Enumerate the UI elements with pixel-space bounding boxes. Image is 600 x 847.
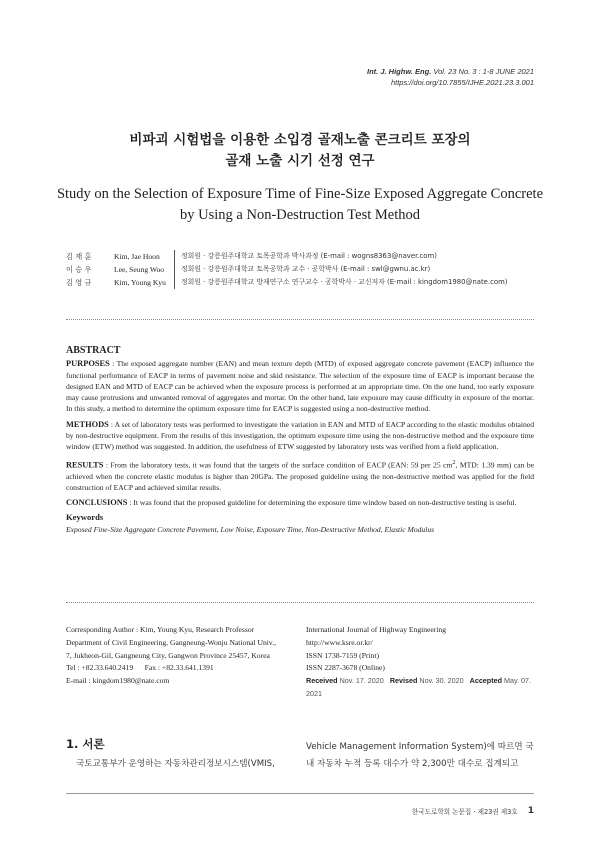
footer-rule — [66, 793, 534, 794]
revised-value: Nov. 30. 2020 — [419, 676, 464, 686]
english-title-line-2: by Using a Non-Destruction Test Method — [180, 207, 420, 223]
korean-title — [0, 130, 600, 172]
results-text-2: , MTD: 1.39 mm) can be achieved when the concrete elastic modulus is higher than 20GPa. The proposed guideline using the non-destructive method was applied for the field construction of EACP and achieved similar results. — [66, 460, 535, 492]
info-issn-print: ISSN 1738-7159 (Print) — [306, 650, 379, 660]
corr-line-4: Tel : +82.33.640.2419 Fax : +82.33.641.1391 — [66, 663, 214, 673]
abstract-results — [66, 457, 534, 493]
author-english-name: Lee, Seung Woo — [114, 265, 165, 274]
corr-line-2: Department of Civil Engineering, Gangneung-Wonju National Univ., — [66, 637, 276, 647]
methods-label: METHODS — [66, 419, 109, 429]
received-label: Received — [306, 676, 338, 686]
author-row — [66, 250, 508, 263]
author-korean-name: 이 승 우 — [66, 265, 92, 274]
author-affiliation: 정회원 · 강릉원주대학교 방재연구소 연구교수 · 공학박사 · 교신저자 (E-mail : kingdom1980@nate.com) — [181, 278, 508, 286]
separator-bottom — [66, 602, 534, 603]
info-dates — [306, 675, 536, 701]
journal-info-block — [306, 624, 536, 701]
results-superscript: 2 — [452, 458, 456, 466]
intro-right-line-2: 내 자동차 누적 등록 대수가 약 2,300만 대수로 집계되고 — [306, 759, 519, 769]
author-row — [66, 276, 508, 289]
info-url[interactable]: http://www.ksre.or.kr/ — [306, 637, 373, 647]
author-korean-name: 김 영 규 — [66, 278, 92, 287]
section-heading-introduction: 1. 서론 — [66, 737, 105, 751]
page-footer — [412, 806, 534, 816]
corr-line-5: E-mail : kingdom1980@nate.com — [66, 676, 170, 686]
conclusions-label: CONCLUSIONS — [66, 498, 128, 508]
corr-line-3: 7, Jukheon-Gil, Gangneung City, Gangwon Province 25457, Korea — [66, 650, 270, 660]
results-label: RESULTS — [66, 460, 104, 470]
author-english-name: Kim, Jae Hoon — [114, 252, 160, 261]
info-issn-online: ISSN 2287-3678 (Online) — [306, 663, 385, 673]
abstract-heading: ABSTRACT — [66, 345, 121, 356]
methods-text: : A set of laboratory tests was performed to investigate the variation in EAN and MTD of EACP according to the elastic modulus obtained by non-destructive equipment. From the results of this investigation, the optimum exposure time using the non-destructive method and the exposure time window (ETW) method was suggested. In addition, the usefulness of ETW suggested by laboratory tests was verified from a field application. — [66, 419, 534, 452]
page-number: 1 — [527, 806, 534, 816]
english-title-line-1: Study on the Selection of Exposure Time of Fine-Size Exposed Aggregate Concrete — [56, 186, 544, 202]
doi-link[interactable]: https://doi.org/10.7855/IJHE.2021.23.3.001 — [390, 78, 534, 87]
keywords-heading: Keywords — [66, 512, 104, 523]
author-divider — [174, 263, 175, 276]
separator-top — [66, 319, 534, 320]
purposes-text: : The exposed aggregate number (EAN) and mean texture depth (MTD) of exposed aggregate concrete pavement (EACP) influence the functional performance of EACP in terms of pavement noise and skid resistance. The selection of the exposure time of EACP is important because the designed EAN and MTD of EACP can be achieved when the exposure process is performed at an appropriate time. On the one hand, too early exposure may cause protrusions and unwanted removal of aggregates and mortar. On the other hand, late exposure may cause difficulty in exposure of the mortar. In this study, a method to determine the optimum exposure time for EACP is suggested using a non-destructive method. — [66, 359, 534, 414]
journal-name: Int. J. Highw. Eng. — [366, 67, 432, 76]
author-affiliation: 정회원 · 강릉원주대학교 토목공학과 교수 · 공학박사 (E-mail : swl@gwnu.ac.kr) — [181, 265, 431, 273]
results-text-1: : From the laboratory tests, it was found that the targets of the surface condition of EACP (EAN: 59 per 25 cm — [103, 460, 453, 470]
journal-citation: Vol. 23 No. 3 : 1-8 JUNE 2021 — [433, 67, 534, 76]
keywords-list: Exposed Fine-Size Aggregate Concrete Pavement, Low Noise, Exposure Time, Non-Destructive Method, Elastic Modulus — [66, 524, 435, 534]
abstract-conclusions — [66, 497, 534, 508]
author-korean-name: 김 재 훈 — [66, 252, 92, 261]
author-row — [66, 263, 508, 276]
info-line-1: International Journal of Highway Engineering — [306, 625, 447, 634]
conclusions-text: : It was found that the proposed guideline for determining the exposure time window based on non-destructive testing is useful. — [127, 498, 517, 508]
corr-line-1: Corresponding Author : Kim, Young Kyu, Research Professor — [66, 625, 255, 634]
abstract-purposes — [66, 358, 534, 414]
accepted-value: May. 07. 2021 — [306, 676, 532, 698]
abstract-methods — [66, 419, 534, 453]
author-english-name: Kim, Young Kyu — [114, 278, 166, 287]
korean-title-line-1: 비파괴 시험법을 이용한 소입경 골재노출 콘크리트 포장의 — [129, 132, 471, 148]
received-value: Nov. 17. 2020 — [339, 676, 384, 686]
korean-title-line-2: 골재 노출 시기 선정 연구 — [225, 153, 375, 169]
footer-journal: 한국도로학회 논문집 · 제23권 제3호 — [411, 808, 518, 816]
author-divider — [174, 276, 175, 289]
purposes-label: PURPOSES — [66, 359, 110, 369]
author-divider — [174, 250, 175, 263]
journal-header — [367, 66, 534, 88]
abstract — [66, 345, 534, 535]
revised-label: Revised — [389, 676, 418, 686]
intro-left-column: 국토교통부가 운영하는 자동차관리정보시스템(VMIS, — [76, 759, 275, 769]
english-title — [0, 184, 600, 226]
author-affiliation: 정회원 · 강릉원주대학교 토목공학과 박사과정 (E-mail : wogns8363@naver.com) — [181, 252, 437, 260]
accepted-label: Accepted — [469, 676, 502, 686]
intro-right-column — [306, 739, 536, 773]
intro-right-line-1: Vehicle Management Information System)에 따르면 국 — [306, 742, 534, 752]
author-list — [66, 250, 508, 289]
correspondence-block — [66, 624, 296, 688]
